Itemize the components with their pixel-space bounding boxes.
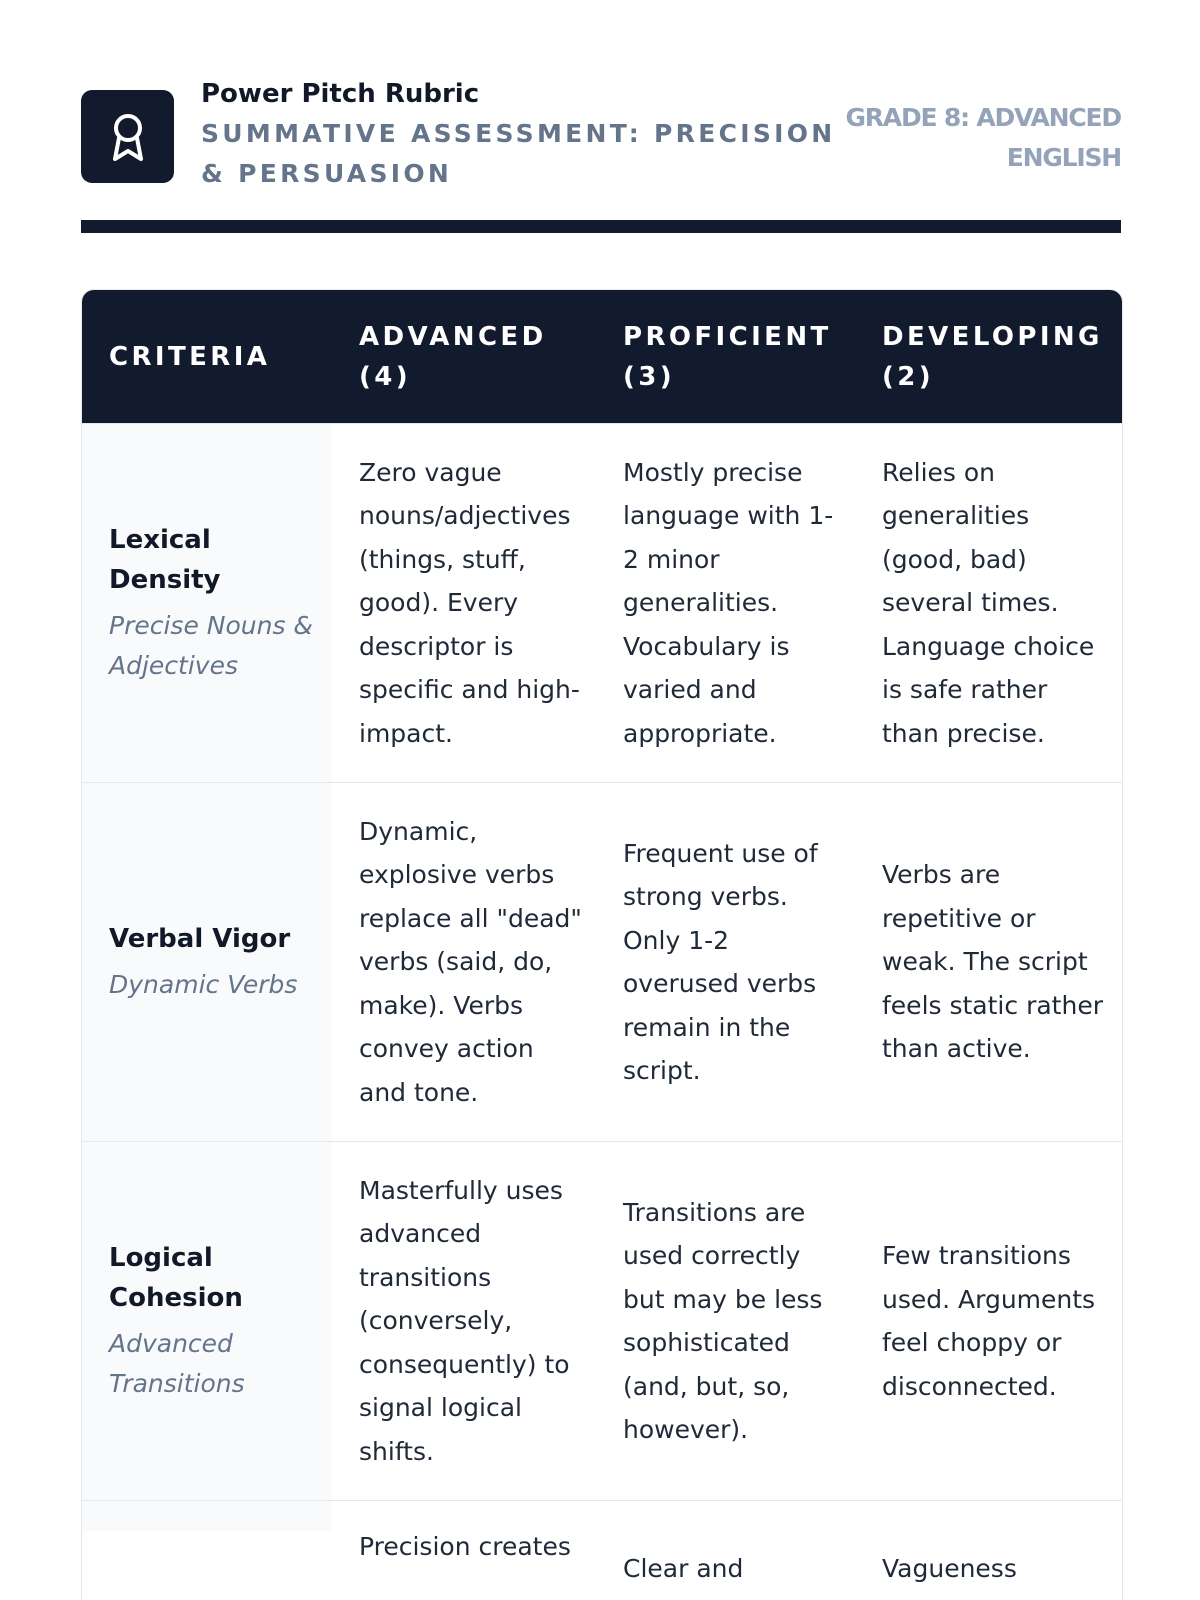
rubric-page: [81, 0, 1121, 1600]
table-row: [82, 1500, 1122, 1600]
proficient-descriptor: Transitions are used correctly but may be less sophisticated (and, but, so, however).: [623, 1197, 823, 1444]
developing-descriptor: Few transitions used. Arguments feel choppy or disconnected.: [882, 1241, 1096, 1401]
criterion-cell: [82, 424, 332, 782]
rubric-table: [81, 289, 1123, 1600]
advanced-descriptor: Masterfully uses advanced transitions (conversely, consequently) to signal logical shifts.: [359, 1175, 570, 1466]
proficient-descriptor: Clear and: [623, 1554, 744, 1583]
criterion-focus: Dynamic Verbs: [109, 970, 298, 999]
developing-descriptor: Vagueness: [882, 1554, 1017, 1583]
table-row: [82, 782, 1122, 1141]
criterion-focus: Advanced Transitions: [109, 1329, 245, 1398]
column-header-developing: DEVELOPING (2): [882, 321, 1103, 392]
criterion-cell: [82, 1142, 332, 1500]
header-divider: [81, 220, 1121, 233]
title-block: [201, 74, 841, 194]
criterion-cell: [82, 783, 332, 1141]
page-header: [81, 74, 1121, 204]
developing-descriptor: Verbs are repetitive or weak. The script feels static rather than active.: [882, 860, 1103, 1064]
criterion-cell: [82, 1501, 332, 1531]
table-header-row: [82, 290, 1122, 423]
developing-descriptor: Relies on generalities (good, bad) several times. Language choice is safe rather than precise.: [882, 457, 1095, 748]
advanced-descriptor: Precision creates: [359, 1532, 571, 1561]
proficient-descriptor: Frequent use of strong verbs. Only 1-2 overused verbs remain in the script.: [623, 838, 818, 1085]
criterion-focus: Precise Nouns & Adjectives: [109, 611, 313, 680]
column-header-proficient: PROFICIENT (3): [623, 321, 832, 392]
column-header-criteria: CRITERIA: [109, 341, 271, 372]
table-row: [82, 1141, 1122, 1500]
criterion-name: Lexical Density: [109, 525, 221, 595]
advanced-descriptor: Dynamic, explosive verbs replace all "dead" verbs (said, do, make). Verbs convey action and tone.: [359, 816, 582, 1107]
table-row: [82, 423, 1122, 782]
advanced-descriptor: Zero vague nouns/adjectives (things, stuff, good). Every descriptor is specific and high-impact.: [359, 457, 580, 748]
criterion-name: Verbal Vigor: [109, 924, 291, 954]
proficient-descriptor: Mostly precise language with 1-2 minor generalities. Vocabulary is varied and appropriate.: [623, 457, 834, 748]
column-header-advanced: ADVANCED (4): [359, 321, 547, 392]
criterion-name: Logical Cohesion: [109, 1243, 243, 1313]
grade-label: GRADE 8: ADVANCED ENGLISH: [845, 103, 1121, 172]
award-ribbon-icon: [81, 90, 174, 183]
page-title: Power Pitch Rubric: [201, 79, 480, 109]
page-subtitle: SUMMATIVE ASSESSMENT: PRECISION & PERSUASION: [201, 119, 836, 188]
